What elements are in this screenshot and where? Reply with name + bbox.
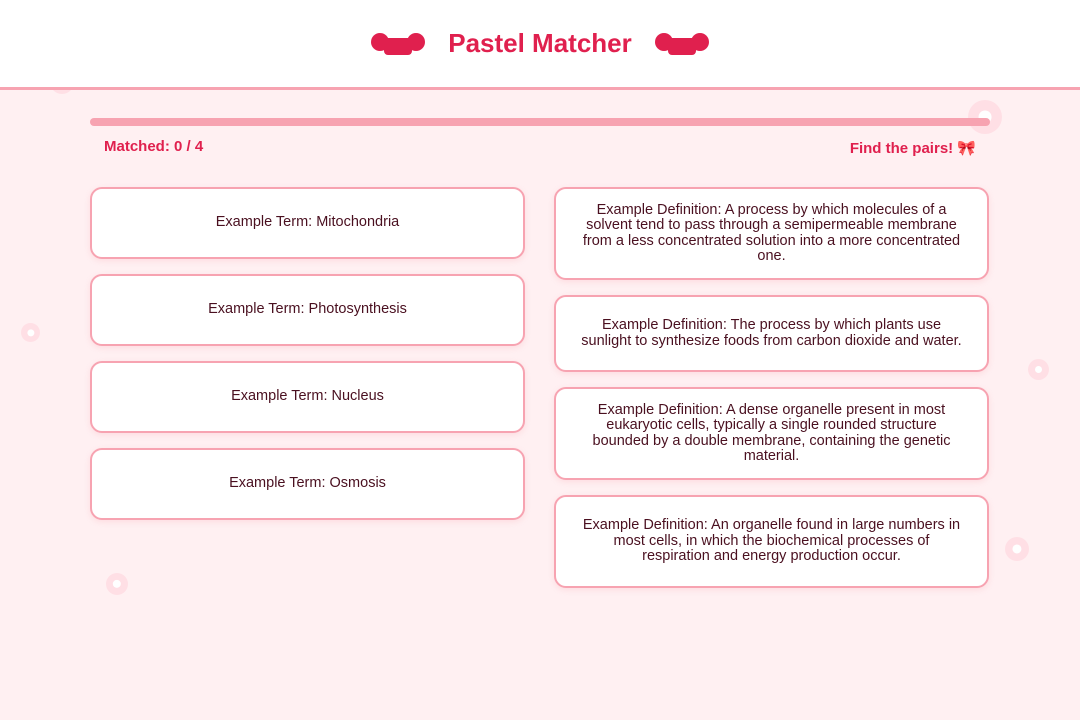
term-card-osmosis[interactable]: Example Term: Osmosis — [90, 448, 525, 520]
definition-card-mitochondria[interactable]: Example Definition: An organelle found in large numbers in most cells, in which the biochemical processes of respiration and energy production occur. — [554, 495, 989, 588]
term-card-nucleus[interactable]: Example Term: Nucleus — [90, 361, 525, 433]
term-card-photosynthesis[interactable]: Example Term: Photosynthesis — [90, 274, 525, 346]
hint-text: Find the pairs! 🎀 — [849, 140, 976, 157]
definition-card-photosynthesis[interactable]: Example Definition: The process by which plants use sunlight to synthesize foods from carbon dioxide and water. — [554, 295, 989, 372]
definitions-column — [554, 187, 989, 588]
app-title: Pastel Matcher — [448, 28, 632, 58]
bow-icon — [654, 32, 710, 56]
bow-icon — [370, 32, 426, 56]
decorative-ring — [21, 323, 40, 342]
terms-column — [90, 187, 525, 520]
matched-counter: Matched: 0 / 4 — [104, 138, 204, 155]
definition-card-nucleus[interactable]: Example Definition: A dense organelle present in most eukaryotic cells, typically a single rounded structure bounded by a double membrane, containing the genetic material. — [554, 387, 989, 480]
decorative-ring — [968, 100, 1002, 134]
term-card-mitochondria[interactable]: Example Term: Mitochondria — [90, 187, 525, 259]
progress-track — [90, 118, 990, 126]
decorative-ring — [1005, 537, 1029, 561]
decorative-ring — [1028, 359, 1049, 380]
decorative-ring — [106, 573, 128, 595]
app-header — [0, 0, 1080, 90]
progress-bar — [90, 118, 990, 126]
definition-card-osmosis[interactable]: Example Definition: A process by which molecules of a solvent tend to pass through a semipermeable membrane from a less concentrated solution into a more concentrated one. — [554, 187, 989, 280]
